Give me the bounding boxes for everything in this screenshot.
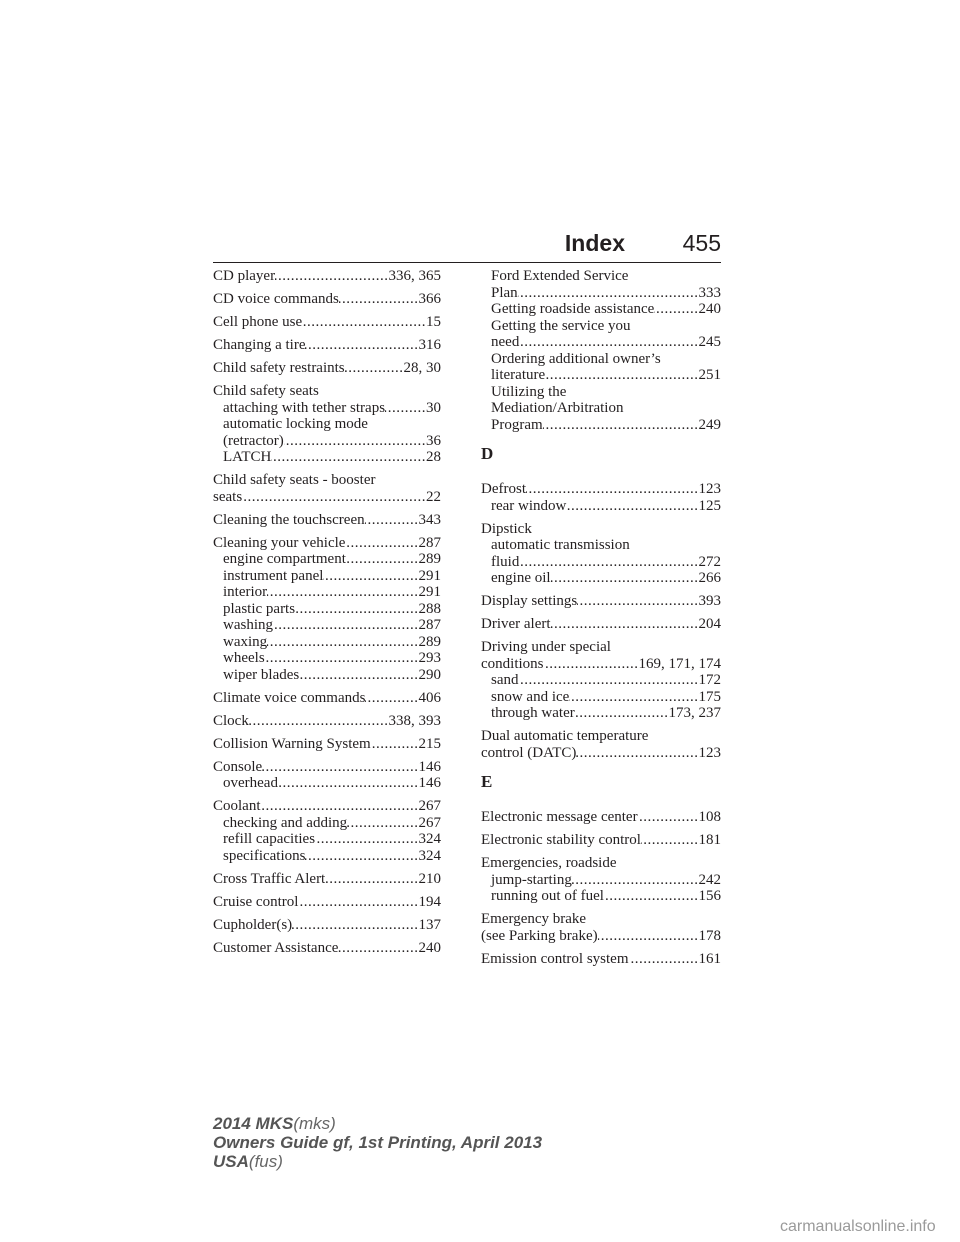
page-reference[interactable]: 240 xyxy=(698,301,721,317)
index-column-right xyxy=(481,268,721,974)
index-subentry xyxy=(481,498,721,515)
entry-text: Plan xyxy=(491,284,518,301)
entry-text: waxing xyxy=(223,633,268,650)
entry-text: washing xyxy=(223,617,273,633)
index-entry xyxy=(213,736,441,753)
page-reference[interactable]: 242 xyxy=(698,871,721,888)
index-term xyxy=(213,472,441,489)
index-subentry xyxy=(481,888,721,905)
dot-leader xyxy=(577,593,698,610)
page-reference[interactable]: 316 xyxy=(418,337,441,353)
index-letter-heading: E xyxy=(481,772,493,791)
dot-leader xyxy=(519,554,698,571)
index-entry xyxy=(481,318,721,351)
dot-leader xyxy=(339,291,419,308)
entry-text: instrument panel xyxy=(223,567,324,584)
dot-leader xyxy=(302,314,426,331)
page-reference[interactable]: 393 xyxy=(698,593,721,609)
index-entry xyxy=(213,512,441,529)
entry-text: Mediation/Arbitration xyxy=(491,400,624,416)
index-entry xyxy=(481,809,721,826)
page-reference[interactable]: 287 xyxy=(418,534,441,551)
index-subentry xyxy=(213,601,441,618)
entry-text: engine compartment xyxy=(223,551,346,567)
dot-leader xyxy=(365,512,419,529)
page-reference[interactable]: 28, 30 xyxy=(403,360,441,376)
entry-text: Child safety seats - booster xyxy=(213,472,376,488)
index-entry xyxy=(481,593,721,610)
page-reference[interactable]: 267 xyxy=(418,814,441,831)
index-subentry xyxy=(213,584,441,601)
index-term xyxy=(213,512,441,529)
dot-leader xyxy=(323,568,418,585)
index-entry xyxy=(213,472,441,505)
dot-leader xyxy=(519,672,699,689)
entry-text: Cleaning the touchscreen xyxy=(213,511,365,528)
index-term xyxy=(481,809,721,826)
index-term xyxy=(213,713,441,730)
dot-leader xyxy=(604,888,699,905)
entry-text: Child safety seats xyxy=(213,383,319,399)
page-reference[interactable]: 172 xyxy=(698,672,721,688)
page-reference[interactable]: 204 xyxy=(698,616,721,632)
index-subentry xyxy=(481,689,721,706)
index-entry xyxy=(213,360,441,377)
footer-model-line xyxy=(213,1114,542,1133)
page-reference[interactable]: 181 xyxy=(698,832,721,848)
entry-text: through water xyxy=(491,705,575,721)
dot-leader xyxy=(299,667,418,684)
index-term xyxy=(481,951,721,968)
index-subentry xyxy=(481,872,721,889)
page-reference[interactable]: 251 xyxy=(698,367,721,383)
index-term xyxy=(481,616,721,633)
page-reference[interactable]: 123 xyxy=(698,744,721,761)
dot-leader xyxy=(345,360,404,377)
dot-leader xyxy=(545,367,698,384)
dot-leader xyxy=(572,872,699,889)
index-term xyxy=(213,291,441,308)
dot-leader xyxy=(638,809,699,826)
dot-leader xyxy=(598,928,699,945)
dot-leader xyxy=(543,417,699,434)
page-header xyxy=(213,226,721,266)
entry-text: Emergency brake xyxy=(481,911,587,927)
index-subentry xyxy=(481,554,721,571)
entry-text: control (DATC) xyxy=(481,744,577,761)
site-watermark[interactable]: carmanualsonline.info xyxy=(780,1218,936,1235)
page-reference[interactable]: 290 xyxy=(418,666,441,683)
footer-region: USA xyxy=(213,1152,249,1171)
entry-text: fluid xyxy=(491,553,520,570)
dot-leader xyxy=(641,832,699,849)
index-subentry xyxy=(481,268,721,285)
page-reference[interactable]: 15 xyxy=(426,314,441,330)
index-entry xyxy=(213,690,441,707)
entry-text: conditions xyxy=(481,655,544,672)
index-entry xyxy=(481,728,721,761)
page-reference[interactable]: 146 xyxy=(418,775,441,791)
index-subentry xyxy=(481,400,721,417)
entry-text: CD player xyxy=(213,268,276,284)
index-entry xyxy=(213,337,441,354)
entry-text: engine oil xyxy=(491,570,551,586)
index-subentry xyxy=(481,384,721,401)
dot-leader xyxy=(305,337,418,354)
footer-region-line xyxy=(213,1152,542,1171)
entry-text: Changing a tire xyxy=(213,337,306,353)
page-reference[interactable]: 125 xyxy=(698,497,721,514)
index-subentry xyxy=(213,848,441,865)
entry-text: automatic locking mode xyxy=(223,416,368,432)
index-term xyxy=(213,759,441,776)
index-term xyxy=(481,911,721,928)
index-entry xyxy=(481,855,721,905)
entry-text: Dipstick xyxy=(481,520,532,537)
index-term xyxy=(481,521,721,538)
index-term xyxy=(213,871,441,888)
index-entry xyxy=(213,798,441,864)
dot-leader xyxy=(249,713,389,730)
footer-guide-line: Owners Guide gf, 1st Printing, April 2013 xyxy=(213,1133,543,1152)
entry-text: Cross Traffic Alert xyxy=(213,870,326,887)
entry-text: Coolant xyxy=(213,798,261,814)
page-reference[interactable]: 137 xyxy=(418,916,441,933)
entry-text: Ordering additional owner’s xyxy=(491,350,661,367)
dot-leader xyxy=(346,551,419,568)
entry-text: interior xyxy=(223,584,268,600)
dot-leader xyxy=(295,601,418,618)
index-subentry xyxy=(213,433,441,450)
print-footer xyxy=(213,1114,542,1171)
index-term xyxy=(213,798,441,815)
entry-text: sand xyxy=(491,672,519,688)
index-term xyxy=(481,656,721,673)
dot-leader xyxy=(315,831,418,848)
index-entry xyxy=(213,713,441,730)
entry-text: Ford Extended Service xyxy=(491,268,629,284)
dot-leader xyxy=(262,759,418,776)
index-entry xyxy=(481,268,721,301)
index-term xyxy=(213,736,441,753)
index-subentry xyxy=(481,570,721,587)
entry-text: overhead xyxy=(223,775,278,791)
index-subentry xyxy=(213,568,441,585)
page-reference[interactable]: 287 xyxy=(418,617,441,633)
index-subentry xyxy=(481,367,721,384)
entry-text: Dual automatic temperature xyxy=(481,728,649,744)
page-reference[interactable]: 178 xyxy=(698,927,721,944)
index-entry xyxy=(481,616,721,633)
dot-leader xyxy=(519,334,698,351)
entry-text: specifications xyxy=(223,847,306,864)
entry-text: wiper blades xyxy=(223,666,300,683)
entry-text: Console xyxy=(213,758,263,775)
entry-text: jump-starting xyxy=(491,871,572,888)
page-reference[interactable]: 289 xyxy=(418,551,441,567)
entry-text: (see Parking brake) xyxy=(481,927,598,944)
entry-text: automatic transmission xyxy=(491,537,630,553)
index-term xyxy=(481,481,721,498)
page-reference[interactable]: 249 xyxy=(698,416,721,433)
dot-leader xyxy=(275,268,388,285)
entry-text: wheels xyxy=(223,650,265,666)
index-term xyxy=(481,728,721,745)
index-entry xyxy=(481,521,721,587)
page-reference[interactable]: 123 xyxy=(698,481,721,497)
dot-leader xyxy=(345,535,418,552)
index-term xyxy=(213,360,441,377)
index-entry xyxy=(481,951,721,968)
page-reference[interactable]: 108 xyxy=(698,809,721,825)
entry-text: seats xyxy=(213,488,243,505)
index-term xyxy=(213,894,441,911)
dot-leader xyxy=(575,705,669,722)
index-entry xyxy=(213,940,441,957)
entry-text: Cupholder(s) xyxy=(213,916,293,933)
index-term xyxy=(481,928,721,945)
index-term xyxy=(213,917,441,934)
dot-leader xyxy=(298,894,418,911)
page-reference[interactable]: 366 xyxy=(418,291,441,307)
page-reference[interactable]: 267 xyxy=(418,798,441,814)
dot-leader xyxy=(265,650,419,667)
index-entry xyxy=(481,832,721,849)
index-entry xyxy=(213,894,441,911)
page-reference[interactable]: 266 xyxy=(698,570,721,586)
index-subentry xyxy=(213,831,441,848)
entry-text: snow and ice xyxy=(491,688,570,705)
footer-region-code: (fus) xyxy=(248,1152,283,1171)
entry-text: Getting the service you xyxy=(491,317,631,334)
index-subentry xyxy=(481,285,721,302)
dot-leader xyxy=(305,848,418,865)
index-entry xyxy=(481,301,721,318)
entry-text: Getting roadside assistance xyxy=(491,301,655,317)
dot-leader xyxy=(551,616,699,633)
dot-leader xyxy=(261,798,419,815)
index-entry xyxy=(213,871,441,888)
page-reference[interactable]: 324 xyxy=(418,831,441,847)
page-reference[interactable]: 240 xyxy=(418,939,441,956)
page-reference[interactable]: 28 xyxy=(426,449,441,465)
page-number: 455 xyxy=(682,230,721,256)
page-reference[interactable]: 161 xyxy=(698,950,721,967)
index-subentry xyxy=(213,400,441,417)
page-reference[interactable]: 338, 393 xyxy=(388,712,441,729)
entry-text: Program xyxy=(491,416,543,433)
page-reference[interactable]: 291 xyxy=(418,584,441,600)
entry-text: Cell phone use xyxy=(213,314,303,330)
dot-leader xyxy=(292,917,418,934)
index-entry xyxy=(481,911,721,944)
index-column-left xyxy=(213,268,441,963)
header-rule xyxy=(213,262,721,263)
page-reference[interactable]: 324 xyxy=(418,847,441,864)
entry-text: Child safety restraints xyxy=(213,360,345,376)
page-reference[interactable]: 288 xyxy=(418,600,441,617)
entry-text: rear window xyxy=(491,497,567,514)
index-subentry xyxy=(481,537,721,554)
page-reference[interactable]: 210 xyxy=(418,870,441,887)
index-entry xyxy=(213,383,441,466)
entry-text: running out of fuel xyxy=(491,888,604,904)
index-entry xyxy=(213,314,441,331)
index-subentry xyxy=(213,416,441,433)
entry-text: Electronic stability control xyxy=(481,832,641,848)
entry-text: Display settings xyxy=(481,593,578,609)
page-reference[interactable]: 156 xyxy=(698,888,721,904)
footer-model: 2014 MKS xyxy=(213,1114,294,1133)
entry-text: Driver alert xyxy=(481,616,551,632)
dot-leader xyxy=(551,570,699,587)
index-term xyxy=(213,314,441,331)
entry-text: need xyxy=(491,334,520,350)
page-reference[interactable]: 173, 237 xyxy=(668,705,721,721)
index-term xyxy=(213,383,441,400)
entry-text: (retractor) xyxy=(223,432,284,449)
dot-leader xyxy=(284,433,426,450)
dot-leader xyxy=(267,584,418,601)
page-reference[interactable]: 406 xyxy=(418,689,441,706)
index-subentry xyxy=(213,775,441,792)
index-subentry xyxy=(481,705,721,722)
dot-leader xyxy=(576,745,698,762)
index-entry xyxy=(213,268,441,285)
entry-text: Cruise control xyxy=(213,893,299,910)
page-reference[interactable]: 336, 365 xyxy=(388,268,441,284)
index-subentry xyxy=(213,815,441,832)
entry-text: Clock xyxy=(213,712,249,729)
index-subentry xyxy=(481,301,721,318)
index-term xyxy=(481,855,721,872)
page-reference[interactable]: 175 xyxy=(698,688,721,705)
dot-leader xyxy=(242,489,426,506)
page-reference[interactable]: 194 xyxy=(418,893,441,910)
page-reference[interactable]: 22 xyxy=(426,488,441,505)
index-term xyxy=(213,690,441,707)
entry-text: Driving under special xyxy=(481,639,611,655)
dot-leader xyxy=(365,690,418,707)
entry-text: plastic parts xyxy=(223,600,296,617)
entry-text: Utilizing the xyxy=(491,383,567,400)
entry-text: Electronic message center xyxy=(481,809,638,825)
index-entry xyxy=(481,384,721,434)
dot-leader xyxy=(518,285,699,302)
index-subentry xyxy=(481,334,721,351)
page-reference[interactable]: 215 xyxy=(418,735,441,752)
entry-text: Cleaning your vehicle xyxy=(213,534,346,551)
index-entry xyxy=(481,481,721,514)
dot-leader xyxy=(654,301,698,318)
page-reference[interactable]: 245 xyxy=(698,334,721,350)
dot-leader xyxy=(278,775,419,792)
index-term xyxy=(481,639,721,656)
entry-text: refill capacities xyxy=(223,831,316,847)
index-entry xyxy=(213,291,441,308)
index-subentry xyxy=(213,650,441,667)
entry-text: Collision Warning System xyxy=(213,735,371,752)
index-term xyxy=(213,489,441,506)
index-term xyxy=(481,593,721,610)
index-subentry xyxy=(213,617,441,634)
section-title: Index xyxy=(564,230,625,256)
index-term xyxy=(213,268,441,285)
entry-text: LATCH xyxy=(223,449,272,465)
page-reference[interactable]: 146 xyxy=(418,758,441,775)
page-reference[interactable]: 343 xyxy=(418,511,441,528)
entry-text: CD voice commands xyxy=(213,291,339,307)
entry-text: literature xyxy=(491,367,546,383)
index-subentry xyxy=(213,551,441,568)
index-subentry xyxy=(481,417,721,434)
index-entry xyxy=(213,535,441,684)
page-reference[interactable]: 272 xyxy=(698,553,721,570)
index-entry xyxy=(213,759,441,792)
entry-text: checking and adding xyxy=(223,814,348,831)
index-letter-heading: D xyxy=(481,444,494,463)
entry-text: Defrost xyxy=(481,481,526,497)
dot-leader xyxy=(629,951,699,968)
dot-leader xyxy=(566,498,698,515)
index-subentry xyxy=(213,634,441,651)
page-reference[interactable]: 30 xyxy=(426,399,441,416)
dot-leader xyxy=(526,481,699,498)
dot-leader xyxy=(325,871,418,888)
index-entry xyxy=(213,917,441,934)
page-reference[interactable]: 289 xyxy=(418,633,441,650)
index-term xyxy=(213,337,441,354)
entry-text: Emission control system xyxy=(481,950,629,967)
dot-leader xyxy=(267,634,418,651)
page-reference[interactable]: 293 xyxy=(418,650,441,666)
dot-leader xyxy=(271,449,426,466)
entry-text: Emergencies, roadside xyxy=(481,855,617,871)
page-reference[interactable]: 169, 171, 174 xyxy=(638,655,721,672)
index-subentry xyxy=(481,351,721,368)
index-entry xyxy=(481,351,721,384)
index-subentry xyxy=(213,667,441,684)
index-term xyxy=(213,940,441,957)
index-term xyxy=(213,535,441,552)
dot-leader xyxy=(569,689,698,706)
entry-text: attaching with tether straps xyxy=(223,399,386,416)
index-entry xyxy=(481,639,721,722)
index-subentry xyxy=(481,672,721,689)
index-term xyxy=(481,832,721,849)
index-subentry xyxy=(213,449,441,466)
page-reference[interactable]: 291 xyxy=(418,567,441,584)
entry-text: Customer Assistance xyxy=(213,939,339,956)
dot-leader xyxy=(338,940,418,957)
page-reference[interactable]: 333 xyxy=(698,284,721,301)
index-term xyxy=(481,745,721,762)
dot-leader xyxy=(544,656,639,673)
dot-leader xyxy=(347,815,418,832)
page-reference[interactable]: 36 xyxy=(426,432,441,449)
dot-leader xyxy=(273,617,419,634)
dot-leader xyxy=(371,736,419,753)
dot-leader xyxy=(385,400,426,417)
entry-text: Climate voice commands xyxy=(213,689,366,706)
index-subentry xyxy=(481,318,721,335)
footer-model-code: (mks) xyxy=(293,1114,336,1133)
